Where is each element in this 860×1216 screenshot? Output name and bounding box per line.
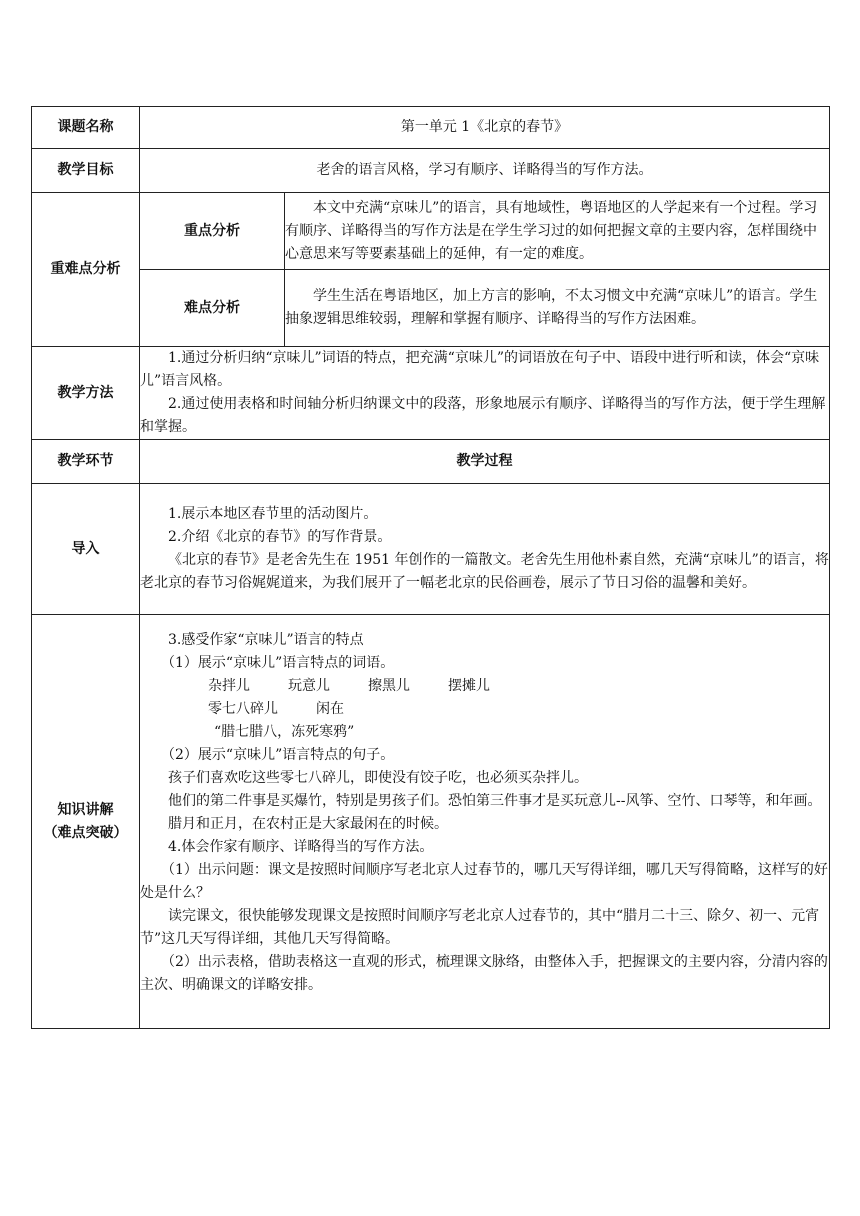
knowledge-label-line2: （难点突破） — [43, 824, 128, 841]
hard-point-text — [285, 270, 830, 347]
key-point-label: 重点分析 — [140, 193, 285, 270]
knowledge-text — [140, 615, 830, 1029]
knowledge-label — [32, 615, 140, 1029]
knowledge-line: 读完课文，很快能够发现课文是按照时间顺序写老北京人过春节的，其中“腊月二十三、除夕、初一、元宵节”这几天写得详细，其他几天写得简略。 — [140, 908, 820, 947]
difficulty-label: 重难点分析 — [32, 193, 140, 347]
word-item: 杂拌儿 — [208, 678, 250, 694]
row-goal — [32, 149, 830, 193]
word-item: 闲在 — [316, 701, 344, 717]
hard-point-label: 难点分析 — [140, 270, 285, 347]
word-list-row — [140, 675, 829, 698]
key-point-paragraph: 本文中充满“京味儿”的语言，具有地域性，粤语地区的人学起来有一个过程。学习有顺序、详略得当的写作方法是在学生学习过的如何把握文章的主要内容，怎样围绕中心意思来写等要素基础上的延伸，有一定的难度。 — [285, 199, 818, 262]
knowledge-line: （1）出示问题：课文是按照时间顺序写老北京人过春节的，哪几天写得详细，哪几天写得简略，这样写的好处是什么？ — [140, 862, 828, 901]
goal-label: 教学目标 — [32, 149, 140, 193]
key-point-text — [285, 193, 830, 270]
row-intro — [32, 484, 830, 615]
method-item: 1.通过分析归纳“京味儿”词语的特点，把充满“京味儿”的词语放在句子中、语段中进行听和读，体会“京味儿”语言风格。 — [140, 350, 820, 389]
knowledge-line: 3.感受作家“京味儿”语言的特点 — [168, 632, 364, 648]
row-key-point — [32, 193, 830, 270]
hard-point-paragraph: 学生生活在粤语地区，加上方言的影响，不太习惯文中充满“京味儿”的语言。学生抽象逻辑思维较弱，理解和掌握有顺序、详略得当的写作方法困难。 — [285, 288, 818, 327]
word-item: 零七八碎儿 — [208, 701, 278, 717]
row-hard-point — [32, 270, 830, 347]
intro-line: 1.展示本地区春节里的活动图片。 — [168, 506, 378, 522]
word-item: 摆摊儿 — [448, 678, 490, 694]
word-list-row — [140, 698, 829, 721]
row-topic — [32, 107, 830, 149]
phrase-line: “腊七腊八，冻死寒鸦” — [214, 724, 355, 740]
row-knowledge — [32, 615, 830, 1029]
intro-text — [140, 484, 830, 615]
intro-line: 2.介绍《北京的春节》的写作背景。 — [168, 529, 392, 545]
lesson-plan-table — [31, 106, 830, 1029]
word-item: 擦黑儿 — [368, 678, 410, 694]
method-label: 教学方法 — [32, 347, 140, 440]
row-process-header — [32, 440, 830, 484]
intro-line: 《北京的春节》是老舍先生在 1951 年创作的一篇散文。老舍先生用他朴素自然，充满“京味儿”的语言，将老北京的春节习俗娓娓道来，为我们展开了一幅老北京的民俗画卷，展示了节日习俗的温馨和美好。 — [140, 552, 829, 591]
knowledge-line: 4.体会作家有顺序、详略得当的写作方法。 — [168, 839, 434, 855]
knowledge-line: （2）展示“京味儿”语言特点的句子。 — [161, 747, 395, 763]
knowledge-line: （1）展示“京味儿”语言特点的词语。 — [161, 655, 395, 671]
topic-value: 第一单元 1《北京的春节》 — [140, 107, 830, 149]
knowledge-line: 他们的第二件事是买爆竹，特别是男孩子们。恐怕第三件事才是买玩意儿--风筝、空竹、口琴等，和年画。 — [168, 793, 822, 809]
method-item: 2.通过使用表格和时间轴分析归纳课文中的段落，形象地展示有顺序、详略得当的写作方法，便于学生理解和掌握。 — [140, 396, 826, 435]
process-header-label: 教学环节 — [32, 440, 140, 484]
knowledge-label-line1: 知识讲解 — [57, 801, 114, 818]
knowledge-line: （2）出示表格，借助表格这一直观的形式，梳理课文脉络，由整体入手，把握课文的主要内容，分清内容的主次、明确课文的详略安排。 — [140, 954, 828, 993]
knowledge-line: 腊月和正月，在农村正是大家最闲在的时候。 — [168, 816, 448, 832]
word-item: 玩意儿 — [288, 678, 330, 694]
method-text — [140, 347, 830, 440]
intro-label: 导入 — [32, 484, 140, 615]
process-header-value: 教学过程 — [140, 440, 830, 484]
knowledge-line: 孩子们喜欢吃这些零七八碎儿，即使没有饺子吃，也必须买杂拌儿。 — [168, 770, 588, 786]
goal-value: 老舍的语言风格，学习有顺序、详略得当的写作方法。 — [140, 149, 830, 193]
row-method — [32, 347, 830, 440]
topic-label: 课题名称 — [32, 107, 140, 149]
